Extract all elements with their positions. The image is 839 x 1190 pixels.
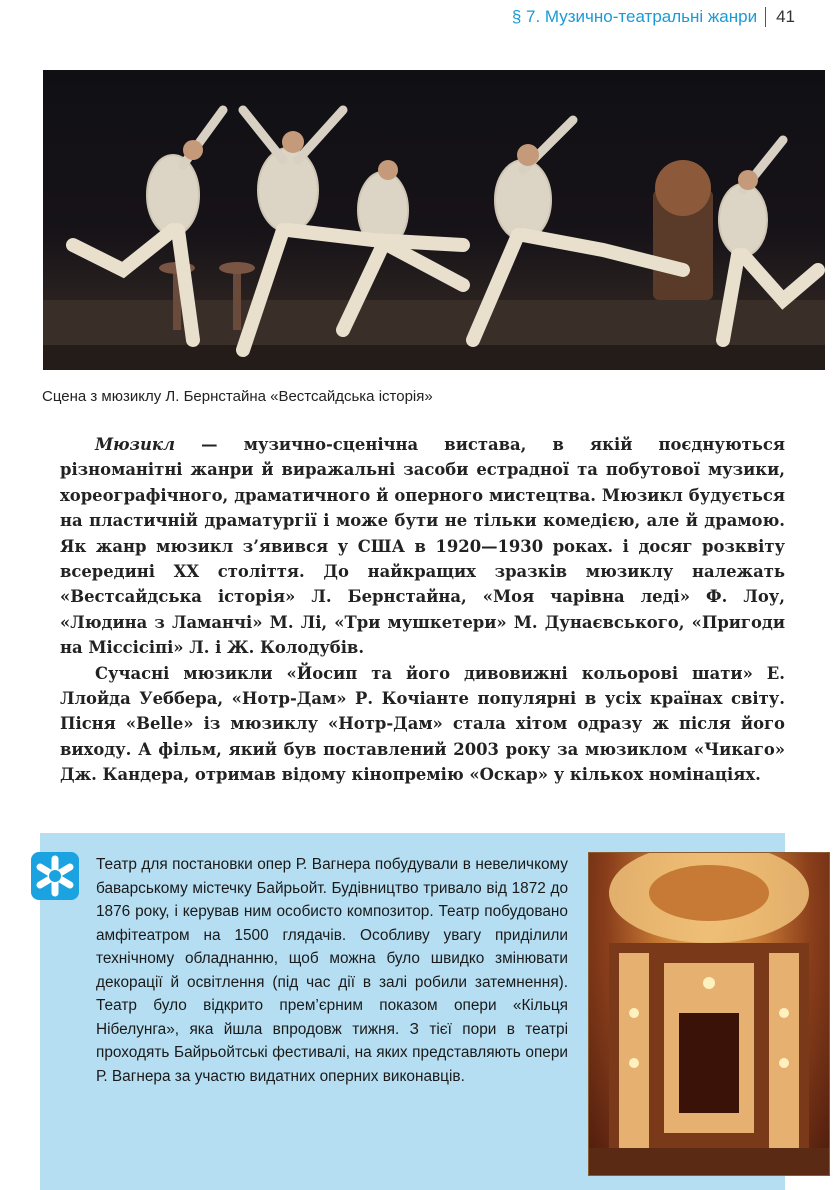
musical-stage-photo xyxy=(43,70,825,370)
bayreuth-theatre-photo xyxy=(588,852,830,1176)
bayreuth-fact: Театр для постановки опер Р. Вагнера побудували в невеличкому баварському містечку Байрьойт. Будівництво тривало від 1872 до 1876 року, і керував ним особисто композитор. Театр побудовано амфітеатром на 1500 глядачів. Особливу увагу приділили технічному обладнанню, щоб можна було швидко змінювати декорації й освітлення (під час дії в залі робили затемнення). Театр було відкрито прем’єрним показом опери «Кільця Нібелунга», яка йшла впродовж тижня. З тієї пори в театрі проходять Байрьойтські фестивалі, на яких представляють опери Р. Вагнера за участю видатних оперних виконавців. xyxy=(96,856,568,1085)
paragraph-musical-definition xyxy=(60,432,785,661)
stage-illustration xyxy=(43,70,825,370)
main-text xyxy=(60,432,785,788)
fact-box-text xyxy=(96,853,568,1088)
term-musical: Мюзикл xyxy=(95,435,176,454)
paragraph-modern-musicals: Сучасні мюзикли «Йосип та його дивовижні кольорові шати» Е. Ллойда Уеббера, «Нотр-Дам» Р. Кочіанте популярні в усіх країнах світу. Пісня «Belle» із мюзиклу «Нотр-Дам» стала хітом одразу ж після його виходу. А фільм, який був поставлений 2003 року за мюзиклом «Чикаго» Дж. Кандера, отримав відому кінопремію «Оскар» у кількох номінаціях. xyxy=(60,663,785,785)
photo-caption: Сцена з мюзиклу Л. Бернстайна «Вестсайдська історія» xyxy=(42,388,433,405)
paragraph-1-text: — музично-сценічна вистава, в якій поєднуються різноманітні жанри й виражальні засоби естрадної та побутової музики, хореографічного, драматичного й оперного мистецтва. Мюзикл будується на пластичній драматургії і може бути не тільки комедією, але й драмою. Як жанр мюзикл з’явився у США в 1920—1930 роках. і досяг розквіту всередині ХХ століття. До найкращих зразків мюзиклу належать «Вестсайдська історія» Л. Бернстайна, «Моя чарівна леді» Ф. Лоу, «Людина з Ламанчі» М. Лі, «Три мушкетери» М. Дунаєвського, «Пригоди на Міссісіпі» Л. і Ж. Колодубів. xyxy=(60,435,785,658)
asterisk-icon xyxy=(31,852,79,900)
page-number: 41 xyxy=(776,7,795,26)
section-title: § 7. Музично-театральні жанри xyxy=(511,7,758,26)
running-header xyxy=(0,6,795,28)
